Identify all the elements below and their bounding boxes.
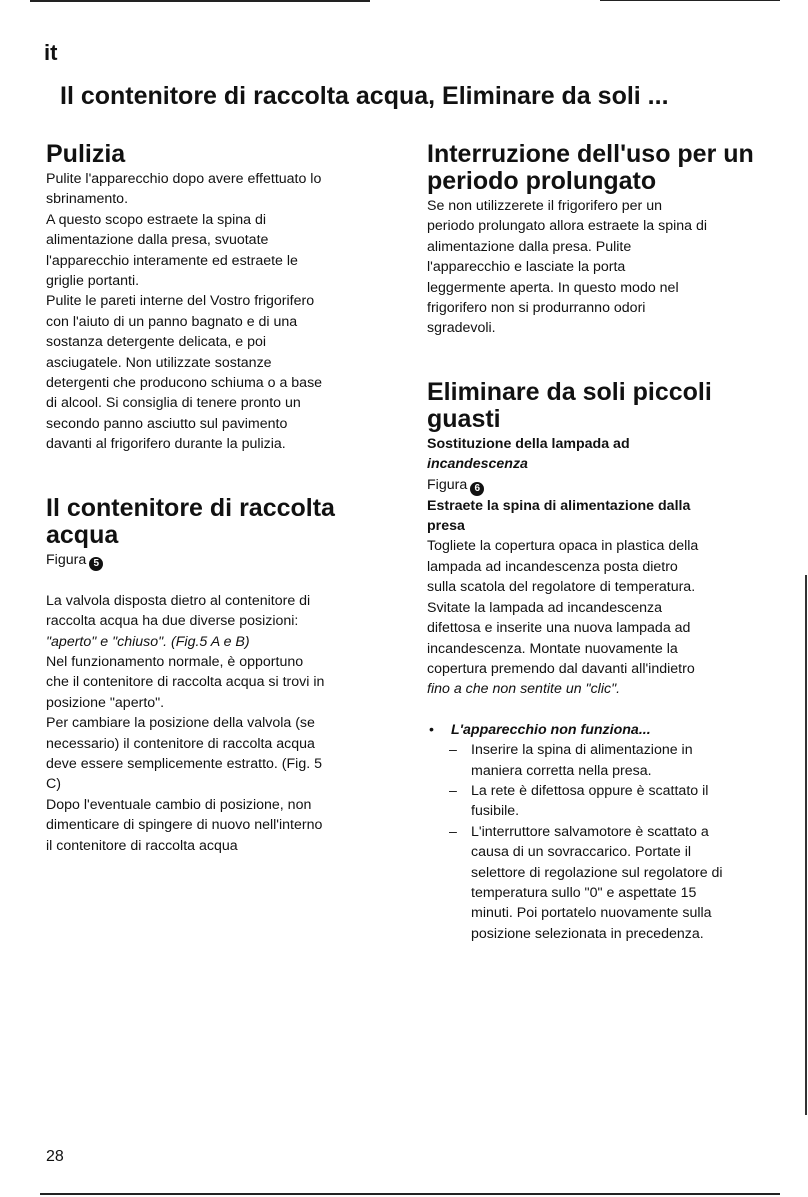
dash-item [427, 740, 772, 781]
text-line: posizione "aperto". [46, 694, 165, 711]
text-line: lampada ad incandescenza posta dietro [427, 558, 678, 575]
text-line: Dopo l'eventuale cambio di posizione, non [46, 796, 312, 813]
heading-contenitore-line1: Il contenitore di raccolta [46, 493, 335, 522]
top-scan-line [30, 0, 370, 2]
text-line: frigorifero non si produrranno odori [427, 300, 646, 317]
text-line: Nel funzionamento normale, è opportuno [46, 653, 304, 670]
bottom-scan-line [40, 1193, 780, 1195]
text-line: sulla scatola del regolatore di temperatura. [427, 579, 696, 596]
text-line: griglie portanti. [46, 273, 140, 290]
text-line: Inserire la spina di alimentazione in [471, 742, 693, 759]
text-line: Pulite le pareti interne del Vostro frigorifero [46, 293, 315, 310]
bullet-title: L'apparecchio non funziona... [451, 721, 651, 738]
right-edge-mark [805, 575, 807, 1115]
dash-item [427, 822, 772, 944]
heading-interruzione-line1: Interruzione dell'uso per un [427, 140, 754, 168]
text-line: Per cambiare la posizione della valvola (se [46, 715, 315, 732]
section-interruzione [427, 142, 772, 339]
text-line: alimentazione dalla presa, svuotate [46, 232, 269, 249]
text-line: davanti al frigorifero durante la pulizia. [46, 436, 286, 453]
text-line: minuti. Poi portatelo nuovamente sulla [471, 905, 712, 922]
dash-text [471, 781, 771, 822]
pulizia-text [46, 169, 391, 455]
text-line: difettosa e inserite una nuova lampada ad [427, 620, 691, 637]
text-line: selettore di regolazione sul regolatore di [471, 864, 723, 881]
dash-text [471, 822, 771, 944]
subheading-spina: Estraete la spina di alimentazione dalla [427, 497, 691, 514]
text-line: raccolta acqua ha due diverse posizioni: [46, 613, 299, 630]
subheading-spina-line2: presa [427, 518, 465, 535]
dash-icon: – [449, 823, 457, 840]
text-line: Togliete la copertura opaca in plastica della [427, 538, 699, 555]
dash-text [471, 740, 771, 781]
figure-number-badge: 6 [470, 482, 484, 496]
page-number: 28 [46, 1148, 64, 1165]
dash-icon: – [449, 782, 457, 799]
section-pulizia [46, 142, 391, 455]
text-line: leggermente aperta. In questo modo nel [427, 279, 679, 296]
figure-label: Figura [427, 476, 468, 493]
text-line: alimentazione dalla presa. Pulite [427, 238, 632, 255]
text-line: dimenticare di spingere di nuovo nell'interno [46, 817, 323, 834]
text-line: L'interruttore salvamotore è scattato a [471, 823, 709, 840]
text-line: La valvola disposta dietro al contenitore di [46, 592, 311, 609]
contenitore-text [46, 591, 391, 856]
text-line: Se non utilizzerete il frigorifero per un [427, 198, 663, 214]
text-line: necessario) il contenitore di raccolta acqua [46, 735, 315, 752]
subheading-lampada-line2: incandescenza [427, 456, 528, 473]
text-line: di alcool. Si consiglia di tenere pronto un [46, 395, 301, 412]
text-line: C) [46, 776, 61, 793]
heading-guasti-line2: guasti [427, 404, 501, 433]
section-guasti [427, 377, 772, 944]
text-line: detergenti che producono schiuma o a base [46, 375, 323, 392]
section-contenitore [46, 493, 391, 856]
text-line: sgradevoli. [427, 320, 496, 337]
page-title: Il contenitore di raccolta acqua, Eliminare da soli ... [60, 82, 669, 110]
dash-item [427, 781, 772, 822]
text-line: La rete è difettosa oppure è scattato il [471, 782, 709, 799]
text-line: sbrinamento. [46, 191, 129, 208]
text-line: "aperto" e "chiuso". (Fig.5 A e B) [46, 633, 250, 650]
text-line: fino a che non sentite un "clic". [427, 681, 621, 698]
text-line: deve essere semplicemente estratto. (Fig. 5 [46, 755, 322, 772]
text-line: l'apparecchio interamente ed estraete le [46, 252, 298, 269]
figure-reference [46, 550, 391, 571]
text-line: che il contenitore di raccolta acqua si trovi in [46, 674, 325, 691]
text-line: fusibile. [471, 803, 520, 820]
heading-pulizia: Pulizia [46, 140, 126, 168]
top-scan-line-right [600, 0, 780, 1]
figure-reference [427, 475, 772, 496]
text-line: asciugatele. Non utilizzate sostanze [46, 354, 272, 371]
text-line: secondo panno asciutto sul pavimento [46, 415, 288, 432]
guasti-text [427, 536, 772, 699]
text-line: incandescenza. Montate nuovamente la [427, 640, 678, 657]
language-code: it [44, 40, 58, 65]
subheading-lampada: Sostituzione della lampada ad [427, 435, 630, 452]
text-line: A questo scopo estraete la spina di [46, 211, 267, 228]
right-column [427, 134, 772, 944]
text-line: periodo prolungato allora estraete la spina di [427, 218, 707, 235]
heading-interruzione-line2: periodo prolungato [427, 167, 657, 195]
text-line: sostanza detergente delicata, e poi [46, 334, 267, 351]
bullet-item [427, 720, 772, 740]
dash-icon: – [449, 742, 457, 759]
text-line: temperatura sullo "0" e aspettate 15 [471, 884, 697, 901]
text-line: Svitate la lampada ad incandescenza [427, 599, 663, 616]
text-line: l'apparecchio e lasciate la porta [427, 259, 626, 276]
figure-label: Figura [46, 551, 87, 568]
bullet-icon: • [429, 721, 434, 738]
text-line: causa di un sovraccarico. Portate il [471, 844, 692, 861]
text-line: posizione selezionata in precedenza. [471, 925, 704, 942]
interruzione-text [427, 196, 772, 339]
left-column [46, 134, 391, 856]
text-line: con l'aiuto di un panno bagnato e di una [46, 313, 298, 330]
heading-contenitore-line2: acqua [46, 520, 119, 549]
text-line: il contenitore di raccolta acqua [46, 837, 238, 854]
text-line: copertura premendo dal davanti all'indietro [427, 660, 695, 677]
heading-guasti-line1: Eliminare da soli piccoli [427, 377, 712, 406]
text-line: Pulite l'apparecchio dopo avere effettuato lo [46, 171, 322, 187]
figure-number-badge: 5 [89, 557, 103, 571]
text-line: maniera corretta nella presa. [471, 762, 652, 779]
